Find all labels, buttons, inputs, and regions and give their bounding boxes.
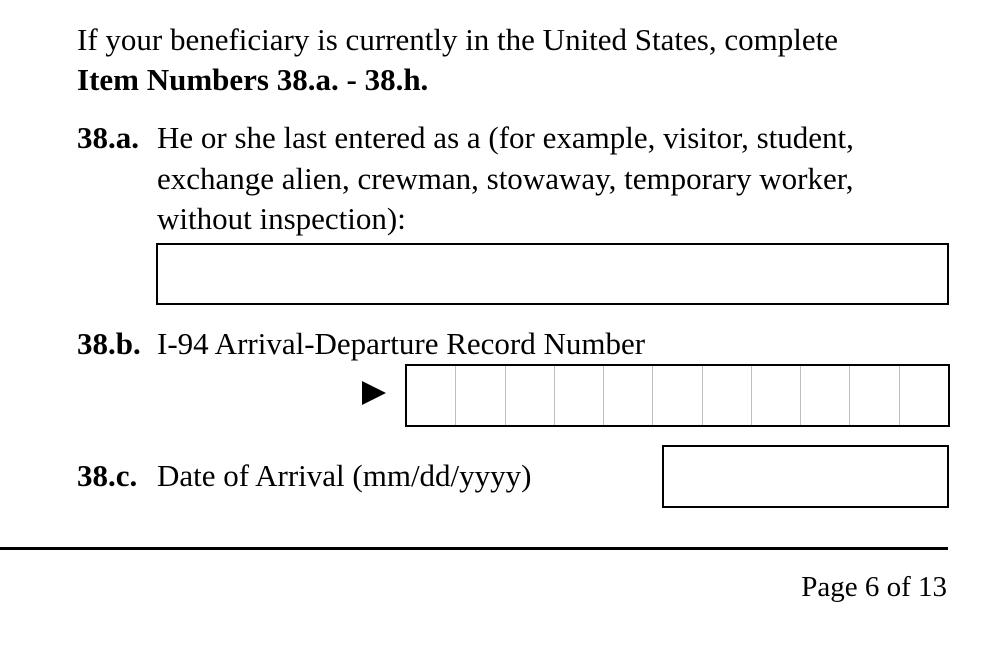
item-number-38a: 38.a. xyxy=(77,120,139,155)
i94-number-field[interactable] xyxy=(405,364,950,427)
digit-cell[interactable] xyxy=(752,366,801,425)
digit-cell[interactable] xyxy=(555,366,604,425)
digit-cell[interactable] xyxy=(653,366,702,425)
arrow-right-icon xyxy=(362,381,386,405)
item-number-38c: 38.c. xyxy=(77,458,138,493)
item-38a-label-line1: He or she last entered as a (for example, visitor, student, xyxy=(157,120,854,155)
last-entered-as-field[interactable] xyxy=(156,243,949,305)
page-number: Page 6 of 13 xyxy=(801,571,947,603)
date-of-arrival-field[interactable] xyxy=(662,445,949,508)
digit-cell[interactable] xyxy=(456,366,505,425)
item-number-38b: 38.b. xyxy=(77,326,141,361)
footer-divider xyxy=(0,547,948,550)
digit-cell[interactable] xyxy=(900,366,948,425)
digit-cell[interactable] xyxy=(506,366,555,425)
digit-cell[interactable] xyxy=(801,366,850,425)
intro-text: If your beneficiary is currently in the United States, complete xyxy=(77,22,838,57)
digit-cell[interactable] xyxy=(703,366,752,425)
digit-cell[interactable] xyxy=(850,366,899,425)
item-38b-label: I-94 Arrival-Departure Record Number xyxy=(157,326,646,361)
intro-item-range: Item Numbers 38.a. - 38.h. xyxy=(77,62,429,97)
digit-cell[interactable] xyxy=(604,366,653,425)
item-38a-label-line2: exchange alien, crewman, stowaway, temporary worker, xyxy=(157,161,854,196)
item-38a-label-line3: without inspection): xyxy=(157,201,406,236)
digit-cell[interactable] xyxy=(407,366,456,425)
item-38c-label: Date of Arrival (mm/dd/yyyy) xyxy=(157,458,532,493)
